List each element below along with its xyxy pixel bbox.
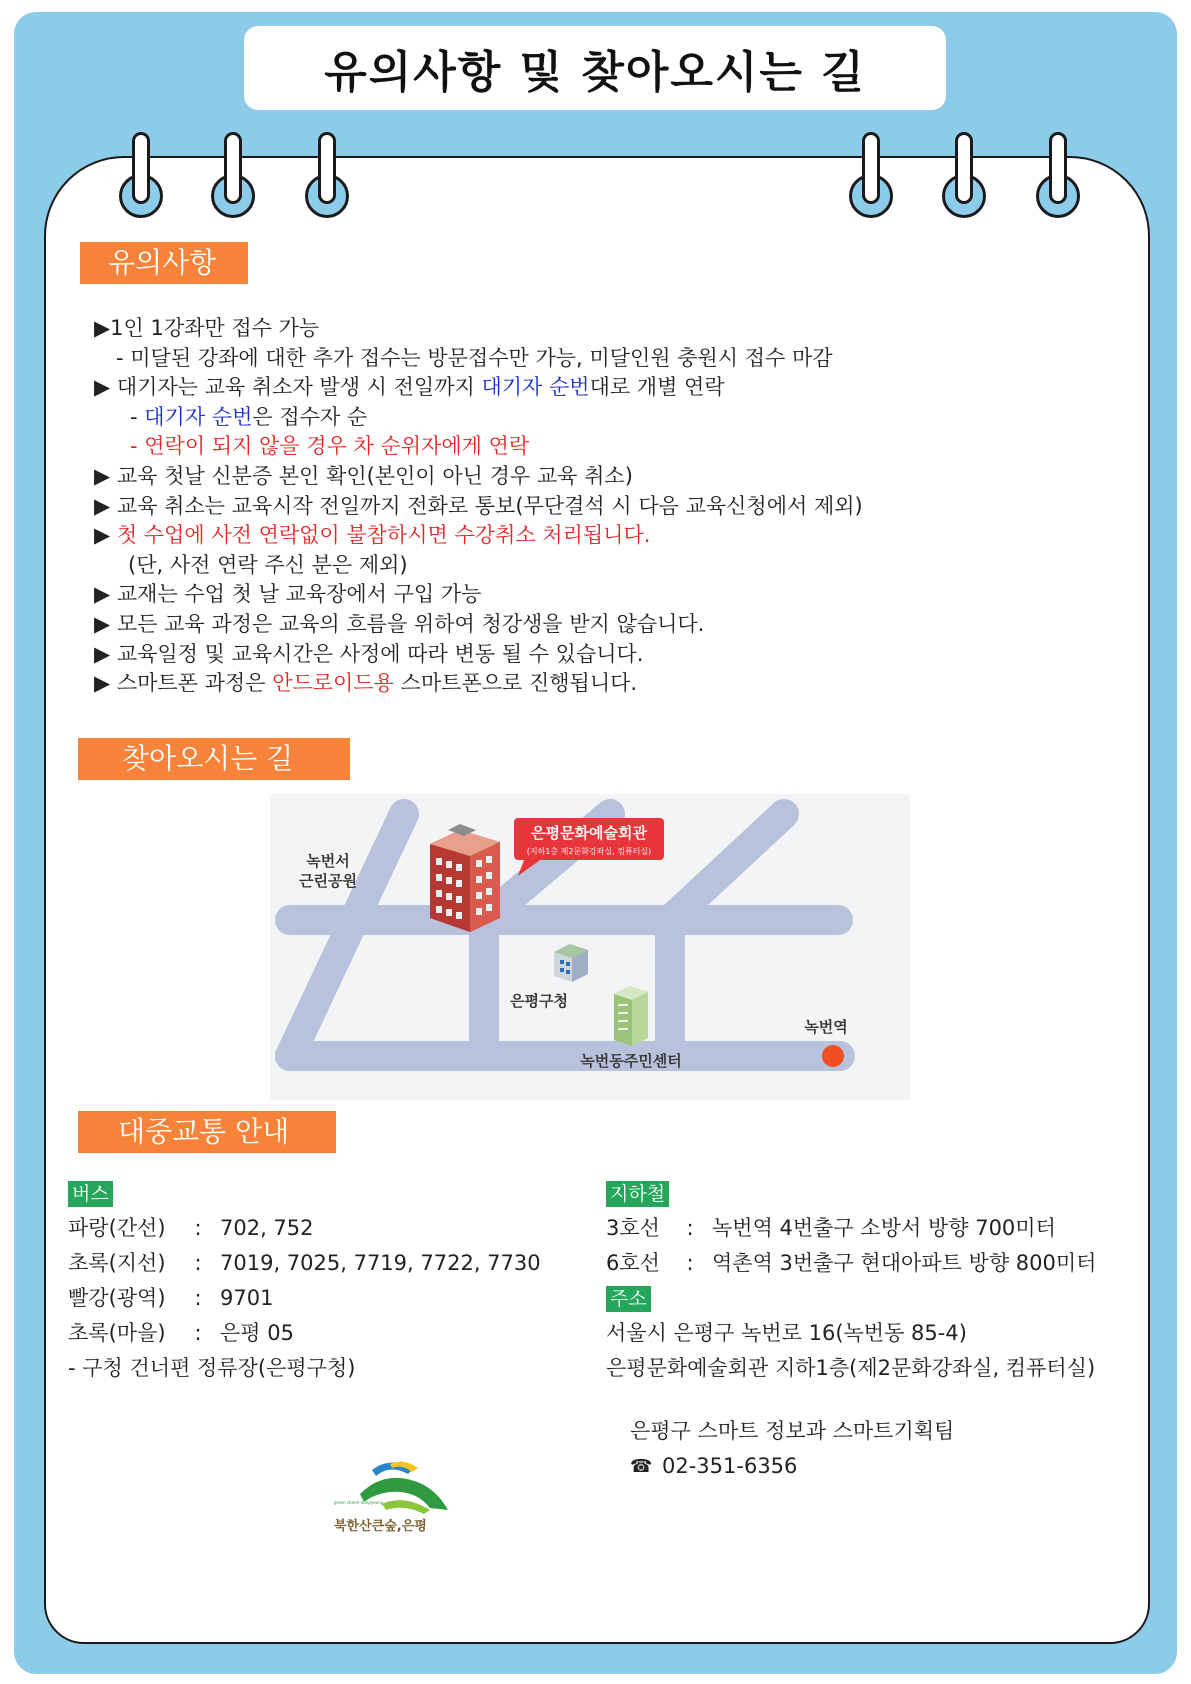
bus-route-type: 파랑(간선)	[68, 1216, 166, 1240]
subway-directions: 녹번역 4번출구 소방서 방향 700미터	[712, 1216, 1056, 1240]
subway-directions: 역촌역 3번출구 현대아파트 방향 800미터	[712, 1251, 1097, 1275]
colon: :	[686, 1216, 694, 1240]
contact-info	[630, 1414, 954, 1484]
subway-line: 6호선	[606, 1251, 660, 1275]
logo-small-text: green charm eunpyeong	[334, 1500, 384, 1505]
section-notes-title: 유의사항	[80, 242, 248, 284]
contact-team: 은평구 스마트 정보과 스마트기획팀	[630, 1419, 955, 1443]
bus-route-numbers: 702, 752	[220, 1216, 314, 1240]
ring-loop	[318, 132, 336, 204]
notes-list	[94, 314, 1094, 699]
colon: :	[194, 1216, 202, 1240]
address-line: 서울시 은평구 녹번로 16(녹번동 85-4)	[606, 1321, 967, 1345]
note-item: ▶ 교육 첫날 신분증 본인 확인(본인이 아닌 경우 교육 취소)	[94, 463, 633, 488]
address-tag: 주소	[606, 1286, 651, 1312]
bus-row	[68, 1246, 541, 1281]
bus-row	[68, 1281, 541, 1316]
community-center-icon	[614, 986, 648, 1046]
bus-route-type: 초록(지선)	[68, 1251, 166, 1275]
note-subitem: - 미달된 강좌에 대한 추가 접수는 방문접수만 가능, 미달인원 충원시 접수 마감	[116, 345, 833, 370]
ring-loop	[1049, 132, 1067, 204]
bus-route-numbers: 9701	[220, 1286, 274, 1310]
address-line: 은평문화예술회관 지하1층(제2문화강좌실, 컴퓨터실)	[606, 1356, 1096, 1380]
note-item: ▶ 교재는 수업 첫 날 교육장에서 구입 가능	[94, 582, 482, 607]
note-text: -	[130, 404, 145, 429]
logo-mark-icon	[330, 1450, 470, 1540]
section-transit-title: 대중교통 안내	[78, 1111, 336, 1153]
note-highlight: 대기자 순번	[481, 375, 590, 400]
bus-route-type: 초록(마을)	[68, 1321, 166, 1345]
bus-stop-note: - 구청 건너편 정류장(은평구청)	[68, 1356, 356, 1380]
phone-icon: ☎	[630, 1456, 653, 1477]
colon: :	[194, 1251, 202, 1275]
eunpyeong-logo	[330, 1450, 470, 1540]
map-graphic	[270, 794, 910, 1100]
community-center-label: 녹번동주민센터	[580, 1052, 682, 1070]
colon: :	[194, 1286, 202, 1310]
district-office-label: 은평구청	[510, 992, 568, 1010]
venue-sub-label: (지하1층 제2문화강좌실, 컴퓨터실)	[526, 847, 652, 856]
subway-row	[606, 1211, 1096, 1246]
ring-loop	[132, 132, 150, 204]
note-text: 은 접수자 순	[252, 404, 368, 429]
bus-route-numbers: 은평 05	[220, 1321, 294, 1345]
section-directions-title: 찾아오시는 길	[78, 738, 350, 780]
ring-loop	[955, 132, 973, 204]
page-title: 유의사항 및 찾아오시는 길	[324, 47, 866, 98]
bus-route-type: 빨강(광역)	[68, 1286, 166, 1310]
note-item	[94, 373, 1094, 403]
venue-building-icon	[430, 824, 500, 932]
note-item: ▶1인 1강좌만 접수 가능	[94, 316, 320, 340]
ring-loop	[224, 132, 242, 204]
station-marker-icon	[822, 1045, 844, 1067]
colon: :	[194, 1321, 202, 1345]
ring-loop	[862, 132, 880, 204]
park-label-line1: 녹번서	[306, 852, 350, 870]
note-subitem-warning: - 연락이 되지 않을 경우 차 순위자에게 연락	[130, 434, 530, 459]
venue-name-label: 은평문화예술회관	[531, 824, 647, 842]
note-subitem	[94, 403, 1094, 433]
bus-route-numbers: 7019, 7025, 7719, 7722, 7730	[220, 1251, 541, 1275]
contact-phone: 02-351-6356	[662, 1454, 798, 1478]
subway-line: 3호선	[606, 1216, 660, 1240]
park-label-line2: 근린공원	[299, 872, 357, 890]
station-label: 녹번역	[804, 1018, 848, 1036]
note-item	[94, 521, 1094, 551]
contact-phone-row	[630, 1449, 954, 1484]
note-text: 스마트폰으로 진행됩니다.	[393, 671, 638, 696]
note-highlight: 대기자 순번	[144, 404, 253, 429]
title-box	[244, 26, 946, 110]
note-item: ▶ 모든 교육 과정은 교육의 흐름을 위하여 청강생을 받지 않습니다.	[94, 611, 705, 636]
note-subitem: (단, 사전 연락 주신 분은 제외)	[128, 552, 408, 577]
note-text: ▶	[94, 523, 117, 548]
bus-row	[68, 1316, 541, 1351]
note-item: ▶ 교육일정 및 교육시간은 사정에 따라 변동 될 수 있습니다.	[94, 641, 644, 666]
logo-text: 북한산큰숲,은평	[334, 1519, 427, 1534]
location-map	[270, 794, 910, 1100]
subway-info	[606, 1176, 1096, 1386]
district-office-icon	[554, 944, 588, 982]
bus-tag: 버스	[68, 1181, 113, 1207]
colon: :	[686, 1251, 694, 1275]
note-text: ▶ 대기자는 교육 취소자 발생 시 전일까지	[94, 375, 482, 400]
bus-row	[68, 1211, 541, 1246]
bus-info	[68, 1176, 541, 1386]
subway-tag: 지하철	[606, 1181, 669, 1207]
note-item	[94, 669, 1094, 699]
subway-row	[606, 1246, 1096, 1281]
note-text: ▶ 스마트폰 과정은	[94, 671, 273, 696]
note-item: ▶ 교육 취소는 교육시작 전일까지 전화로 통보(무단결석 시 다음 교육신청에서 제외)	[94, 493, 863, 518]
note-highlight: 첫 수업에 사전 연락없이 불참하시면 수강취소 처리됩니다.	[116, 523, 651, 548]
note-text: 대로 개별 연락	[589, 375, 725, 400]
road	[670, 814, 784, 920]
note-highlight: 안드로이드용	[272, 671, 394, 696]
